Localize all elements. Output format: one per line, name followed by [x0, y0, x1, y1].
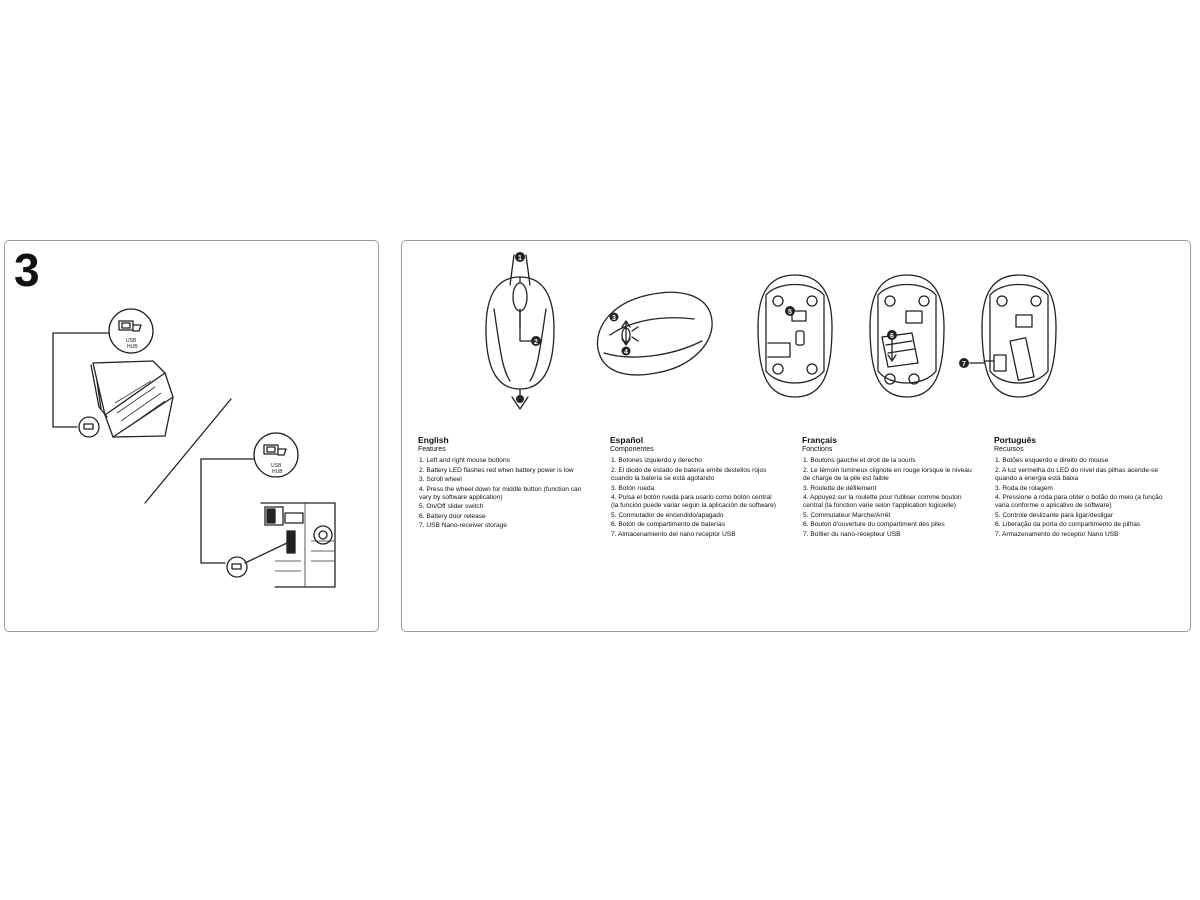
feature-item: 2. El diodo de estado de batería emite destellos rojos cuando la batería se está agotando	[611, 466, 767, 483]
language-subtitle: Fonctions	[802, 446, 833, 454]
feature-item: 5. Controle deslizante para ligar/desligar	[995, 511, 1114, 519]
feature-item: 2. A luz vermelha do LED do nível das pilhas acende-se quando a energia está baixa	[995, 466, 1159, 483]
feature-item: 4. Press the wheel down for middle button (function can vary by software application)	[419, 485, 582, 502]
feature-item: 1. Botones izquierdo y derecho	[611, 457, 702, 465]
feature-item: 6. Battery door release	[419, 512, 486, 520]
svg-text:6: 6	[890, 333, 894, 340]
features-english	[418, 436, 588, 532]
features-spanish	[610, 436, 780, 540]
feature-item: 7. USB Nano-receiver storage	[419, 522, 507, 530]
svg-text:2: 2	[534, 339, 538, 346]
desktop-illustration	[5, 241, 380, 633]
feature-item: 5. Commutateur Marche/Arrêt	[803, 511, 891, 519]
svg-text:7: 7	[962, 361, 966, 368]
svg-text:1: 1	[518, 255, 522, 262]
language-heading: English	[418, 435, 449, 445]
feature-item: 5. On/Off slider switch	[419, 503, 484, 511]
feature-item: 4. Pulsa el botón rueda para usarlo como botón central (la función puede variar según la aplicación de software)	[611, 494, 776, 510]
feature-item: 7. Almacenamiento del nano receptor USB	[611, 530, 736, 538]
mouse-side-view	[590, 281, 720, 391]
feature-item: 4. Appuyez sur la roulette pour l'utiliser comme bouton central (la fonction varie selon l'application logicielle)	[803, 494, 962, 510]
svg-text:3: 3	[612, 315, 616, 322]
step-panel	[4, 240, 379, 632]
mouse-top-view	[480, 249, 560, 419]
mouse-bottom-view-receiver	[954, 271, 1064, 411]
feature-item: 3. Botón rueda	[611, 484, 655, 492]
feature-item: 7. Armazenamento do receptor Nano USB	[995, 530, 1119, 538]
feature-item: 6. Bouton d'ouverture du compartiment des piles	[803, 521, 945, 529]
svg-text:HUB: HUB	[272, 469, 283, 475]
language-subtitle: Features	[418, 446, 446, 454]
language-heading: Español	[610, 435, 644, 445]
mouse-bottom-view-switch	[750, 271, 840, 411]
feature-item: 2. Le témoin lumineux clignote en rouge lorsque le niveau de charge de la pile est faible	[803, 466, 972, 483]
language-heading: Português	[994, 435, 1037, 445]
step-number: 3	[14, 244, 40, 296]
svg-text:USB: USB	[126, 338, 137, 344]
language-subtitle: Recursos	[994, 446, 1024, 454]
features-panel	[401, 240, 1191, 632]
feature-item: 2. Battery LED flashes red when battery power is low	[419, 466, 574, 474]
feature-item: 3. Scroll wheel	[419, 476, 462, 484]
feature-item: 1. Boutons gauche et droit de la souris	[803, 457, 916, 465]
feature-item: 7. Boîtier du nano-récepteur USB	[803, 530, 901, 538]
feature-item: 6. Botón de compartimento de baterías	[611, 521, 725, 529]
svg-text:5: 5	[788, 309, 792, 316]
feature-item: 3. Roulette de défilement	[803, 484, 877, 492]
svg-text:HUB: HUB	[127, 344, 138, 350]
language-heading: Français	[802, 435, 837, 445]
feature-item: 1. Left and right mouse buttons	[419, 457, 510, 465]
feature-item: 5. Conmutador de encendido/apagado	[611, 511, 724, 519]
feature-item: 3. Roda de rolagem	[995, 484, 1053, 492]
mouse-bottom-view-battery	[862, 271, 952, 411]
features-portuguese	[994, 436, 1164, 540]
feature-item: 1. Botões esquerdo e direito do mouse	[995, 457, 1109, 465]
language-subtitle: Componentes	[610, 446, 654, 454]
feature-item: 4. Pressione a roda para obter o botão do meio (a função varia conforme o aplicativo de software)	[995, 494, 1163, 510]
svg-text:USB: USB	[271, 463, 282, 469]
features-french	[802, 436, 972, 540]
svg-text:4: 4	[624, 349, 628, 356]
feature-item: 6. Liberação da porta do compartimento de pilhas	[995, 521, 1141, 529]
